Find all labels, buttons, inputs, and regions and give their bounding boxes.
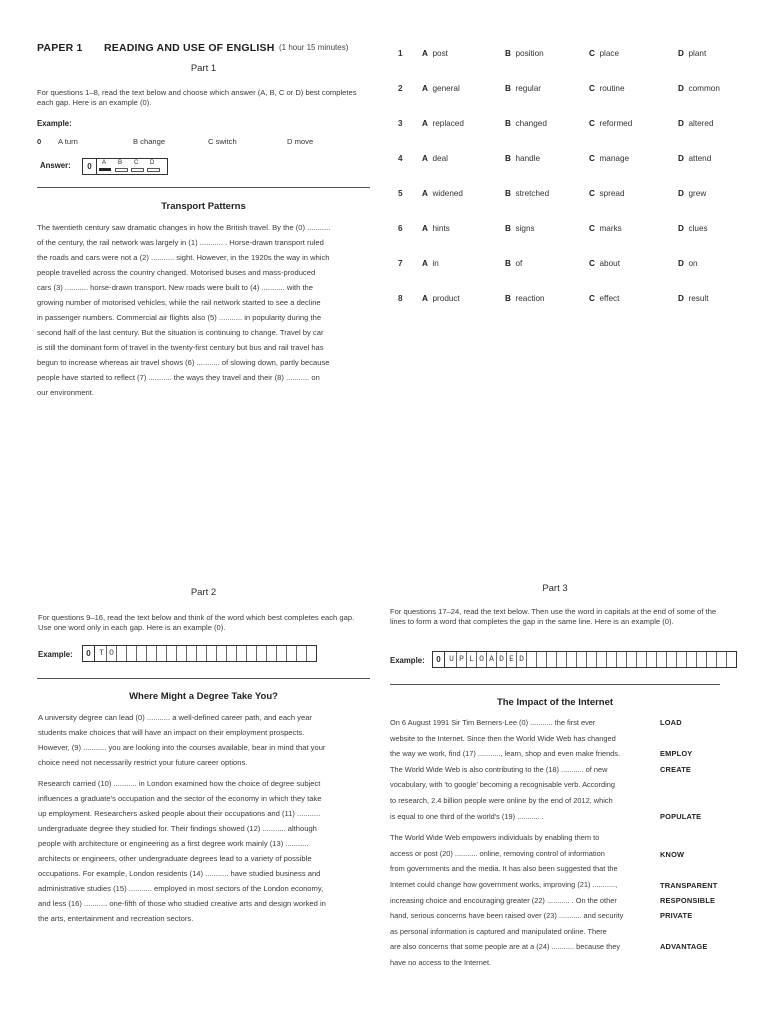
keyword-create: CREATE — [660, 765, 692, 774]
answer-letter-a: A — [102, 160, 107, 166]
example-cell — [666, 652, 676, 667]
part1-answer-grid — [99, 160, 165, 172]
keyword-employ: EMPLOY — [660, 749, 693, 758]
option-b: regular — [515, 84, 541, 93]
text-line: access or post (20) ........... online, removing control of information — [390, 848, 605, 858]
part2-title: Part 2 — [190, 587, 217, 598]
text-line: growing number of motorised vehicles, while the rail network started to see a decline — [37, 298, 321, 307]
text-line: of the century, the rail network was largely in (1) ........... . Horse-drawn transport ruled — [37, 238, 324, 247]
text-line: as personal information is captured and manipulated online. There — [390, 926, 607, 936]
part3-example-cells — [447, 652, 736, 667]
example-cell — [306, 646, 316, 661]
option-row-8: 8 A product B reaction C effect D result — [398, 294, 709, 303]
text-line: On 6 August 1991 Sir Tim Berners-Lee (0) ........... the first ever — [390, 718, 596, 727]
keyword-know: KNOW — [660, 850, 685, 859]
example-cell — [286, 646, 296, 661]
text-line: The twentieth century saw dramatic changes in how the British travel. By the (0) ........... — [37, 223, 331, 232]
option-b: changed — [515, 119, 547, 128]
keyword-populate: POPULATE — [660, 812, 702, 821]
example-cell — [246, 646, 256, 661]
option-c: reformed — [599, 119, 633, 128]
text-line: second half of the last century. But the situation is continuing to change. Travel by car — [37, 328, 324, 337]
example-cell — [616, 652, 626, 667]
text-line: up employment. Researchers asked people about their occupations and (11) ........... — [38, 809, 321, 818]
part1-example-d: D move — [287, 137, 314, 146]
part2-divider — [37, 678, 370, 679]
option-row-4: 4 A deal B handle C manage D attend — [398, 154, 712, 163]
text-line: website to the Internet. Since then the World Wide Web has changed — [390, 733, 616, 743]
example-cell — [676, 652, 686, 667]
example-cell — [266, 646, 276, 661]
part3-text-title: The Impact of the Internet — [496, 697, 614, 708]
part1-example-b: B change — [133, 137, 166, 146]
option-num: 6 — [398, 224, 403, 233]
example-cell — [526, 652, 536, 667]
example-cell: A — [486, 652, 496, 667]
text-line: architects or engineers, other undergraduate degrees lead to a variety of possible — [38, 854, 312, 863]
example-cell: L — [466, 652, 476, 667]
option-d: clues — [688, 224, 708, 233]
paper-number: PAPER 1 — [37, 42, 83, 54]
option-row-5: 5 A widened B stretched C spread D grew — [398, 189, 707, 198]
text-line: begun to increase whereas air travel shows (6) ........... of slowing down, partly because — [37, 358, 330, 367]
text-line: people have started to reflect (7) ........... the ways they travel and their (8) ........... on — [37, 373, 320, 382]
option-d: altered — [688, 119, 714, 128]
part3-example-num: 0 — [433, 652, 445, 667]
text-line: choice need not necessarily restrict your future career options. — [38, 758, 248, 767]
example-cell — [116, 646, 126, 661]
answer-letter-d: D — [150, 160, 155, 166]
option-b: stretched — [515, 189, 550, 198]
option-d: result — [688, 294, 709, 303]
option-a: hints — [432, 224, 450, 233]
example-cell — [586, 652, 596, 667]
option-d: plant — [688, 49, 707, 58]
option-a: deal — [432, 154, 448, 163]
example-cell — [186, 646, 196, 661]
text-line: the roads and cars were not a (2) ........... sight. However, in the 1920s the way in which — [37, 253, 330, 262]
text-line: people travelled across the country changed. Motorised buses and mass-produced — [37, 268, 316, 277]
text-line: students make choices that will have an impact on their employment prospects. — [38, 728, 305, 737]
option-b: reaction — [515, 294, 545, 303]
option-row-6: 6 A hints B signs C marks D clues — [398, 224, 708, 233]
example-cell: O — [106, 646, 116, 661]
example-cell: D — [496, 652, 506, 667]
text-line: is equal to one third of the world's (19) ........... . — [390, 811, 544, 821]
example-cell — [536, 652, 546, 667]
keyword-advantage: ADVANTAGE — [660, 942, 708, 951]
part1-divider — [37, 187, 370, 188]
option-a: in — [432, 259, 439, 268]
example-cell — [126, 646, 136, 661]
text-line: increasing choice and encouraging greater (22) ........... . On the other — [390, 895, 617, 905]
part1-answer-num: 0 — [83, 159, 97, 174]
text-line: hand, serious concerns have been raised over (23) ........... and security — [390, 911, 624, 921]
text-line: the arts, entertainment and recreation sectors. — [38, 914, 194, 923]
answer-bubble-c — [131, 168, 144, 172]
example-cell — [686, 652, 696, 667]
part2-instructions: For questions 9–16, read the text below and think of the word which best completes each gap. Use one word only in each gap. Here is an example (0). — [38, 613, 355, 632]
option-c: marks — [599, 224, 622, 233]
option-d: attend — [688, 154, 712, 163]
keyword-load: LOAD — [660, 718, 682, 727]
example-cell — [216, 646, 226, 661]
text-line: have no access to the Internet. — [390, 957, 492, 967]
text-line: and less (16) ........... one-fifth of those who studied creative arts and design worked in — [38, 899, 326, 908]
part1-example-c: C switch — [208, 137, 237, 146]
example-cell: U — [449, 655, 454, 664]
answer-bubble-d — [147, 168, 160, 172]
option-c: effect — [599, 294, 620, 303]
example-cell — [256, 646, 266, 661]
example-cell — [626, 652, 636, 667]
keyword-transparent: TRANSPARENT — [660, 881, 718, 890]
example-cell — [716, 652, 726, 667]
part1-example-num: 0 — [37, 137, 42, 146]
part2-example-box — [82, 645, 317, 662]
option-row-2: 2 A general B regular C routine D common — [398, 84, 720, 93]
option-a: product — [432, 294, 460, 303]
text-line: to research, 2.4 billion people were online by the end of 2012, which — [390, 795, 613, 805]
part1-answer-label: Answer: — [40, 161, 71, 170]
text-line: our environment. — [37, 388, 94, 397]
example-cell — [576, 652, 586, 667]
part2-text-title: Where Might a Degree Take You? — [129, 691, 278, 702]
text-line: The World Wide Web empowers individuals by enabling them to — [390, 833, 600, 843]
paper-subject: READING AND USE OF ENGLISH — [104, 42, 275, 54]
example-cell — [196, 646, 206, 661]
example-cell — [136, 646, 146, 661]
option-b: of — [515, 259, 523, 268]
part2-example-num: 0 — [83, 646, 95, 661]
example-cell: P — [456, 652, 466, 667]
example-cell — [696, 652, 706, 667]
option-num: 8 — [398, 294, 403, 303]
part3-title: Part 3 — [542, 583, 568, 594]
option-c: place — [599, 49, 620, 58]
option-num: 4 — [398, 154, 403, 163]
example-cell — [276, 646, 286, 661]
example-cell — [156, 646, 166, 661]
example-cell: D — [516, 652, 526, 667]
option-d: on — [688, 259, 698, 268]
paper-duration: (1 hour 15 minutes) — [279, 43, 349, 52]
option-row-1: 1 A post B position C place D plant — [398, 49, 707, 58]
text-line: influences a graduate's occupation and the sector of the economy in which they take — [38, 794, 322, 803]
example-cell — [146, 646, 156, 661]
option-b: position — [515, 49, 544, 58]
option-d: grew — [688, 189, 707, 198]
example-cell — [176, 646, 186, 661]
text-line: are also concerns that some people are at a (24) ........... because they — [390, 942, 621, 952]
example-cell — [636, 652, 646, 667]
option-d: common — [688, 84, 720, 93]
text-line: Internet could change how government works, improving (21) ..........., — [390, 879, 618, 889]
text-line: is still the dominant form of travel in the twenty-first century but bus and rail travel has — [37, 343, 324, 352]
option-num: 2 — [398, 84, 403, 93]
part3-example-box — [432, 651, 737, 668]
text-line: The World Wide Web is also contributing to the (18) ........... of new — [390, 764, 608, 774]
text-line: cars (3) ........... horse-drawn transport. New roads were built to (4) ........... with the — [37, 283, 314, 292]
text-line: vocabulary, with 'to google' becoming a recognisable verb. According — [390, 780, 615, 790]
answer-letter-c: C — [134, 160, 139, 166]
option-c: spread — [599, 189, 625, 198]
option-num: 7 — [398, 259, 403, 268]
example-cell — [706, 652, 716, 667]
option-num: 3 — [398, 119, 403, 128]
text-line: A university degree can lead (0) ........... a well-defined career path, and each year — [38, 713, 312, 722]
option-num: 1 — [398, 49, 403, 58]
keyword-private: PRIVATE — [660, 911, 693, 920]
example-cell: E — [506, 652, 516, 667]
example-cell — [166, 646, 176, 661]
example-cell — [556, 652, 566, 667]
option-a: widened — [432, 189, 463, 198]
part1-text-title: Transport Patterns — [161, 201, 246, 212]
part2-text — [38, 710, 378, 926]
example-cell — [646, 652, 656, 667]
example-cell — [226, 646, 236, 661]
option-a: general — [432, 84, 460, 93]
option-b: signs — [515, 224, 535, 233]
example-cell — [566, 652, 576, 667]
part1-example-a: A turn — [58, 137, 78, 146]
example-cell — [546, 652, 556, 667]
part3-text — [390, 715, 646, 971]
text-line: the way we work, find (17) ..........., learn, shop and even make friends. — [390, 749, 621, 759]
part1-instructions: For questions 1–8, read the text below and choose which answer (A, B, C or D) best completes each gap. Here is an example (0). — [37, 88, 357, 107]
option-a: post — [432, 49, 448, 58]
text-line: occupations. For example, London residents (14) ........... have studied business and — [38, 869, 321, 878]
text-line: in passenger numbers. Commercial air flights also (5) ........... in popularity during the — [37, 313, 322, 322]
example-cell — [236, 646, 246, 661]
part3-instructions: For questions 17–24, read the text below. Then use the word in capitals at the end of some of the lines to form a word that completes the gap in the same line. Here is an example (0). — [390, 607, 717, 626]
text-line: However, (9) ........... you are looking into the courses available, bear in mind that your — [38, 743, 326, 752]
option-row-7: 7 A in B of C about D on — [398, 259, 698, 268]
example-cell — [596, 652, 606, 667]
answer-letter-b: B — [118, 160, 123, 166]
text-line: people with architecture or engineering as a first degree work mainly (13) ........... — [38, 839, 309, 848]
example-cell — [296, 646, 306, 661]
text-line: Research carried (10) ........... in London examined how the choice of degree subject — [38, 779, 321, 788]
answer-bubble-a — [99, 168, 111, 171]
text-line: from governments and the media. It has also been suggested that the — [390, 864, 618, 874]
option-c: routine — [599, 84, 625, 93]
example-cell — [606, 652, 616, 667]
text-line: undergraduate degree they studied for. Their findings showed (12) ........... although — [38, 824, 317, 833]
part2-example-cells — [97, 646, 316, 661]
example-cell: O — [476, 652, 486, 667]
part1-example-label: Example: — [37, 119, 72, 128]
example-cell: T — [99, 649, 104, 658]
part1-text — [37, 220, 377, 400]
option-c: about — [599, 259, 620, 268]
part1-title: Part 1 — [190, 63, 217, 74]
example-cell — [206, 646, 216, 661]
example-cell — [726, 652, 736, 667]
example-cell — [656, 652, 666, 667]
option-num: 5 — [398, 189, 403, 198]
option-row-3: 3 A replaced B changed C reformed D altered — [398, 119, 714, 128]
option-a: replaced — [432, 119, 464, 128]
part3-example-label: Example: — [390, 656, 425, 665]
option-b: handle — [515, 154, 541, 163]
part3-divider — [390, 684, 720, 685]
option-c: manage — [599, 154, 630, 163]
text-line: administrative studies (15) ........... employed in most sectors of the London economy, — [38, 884, 324, 893]
part2-example-label: Example: — [38, 650, 73, 659]
answer-bubble-b — [115, 168, 128, 172]
keyword-responsible: RESPONSIBLE — [660, 896, 716, 905]
part1-answer-box — [82, 158, 168, 175]
